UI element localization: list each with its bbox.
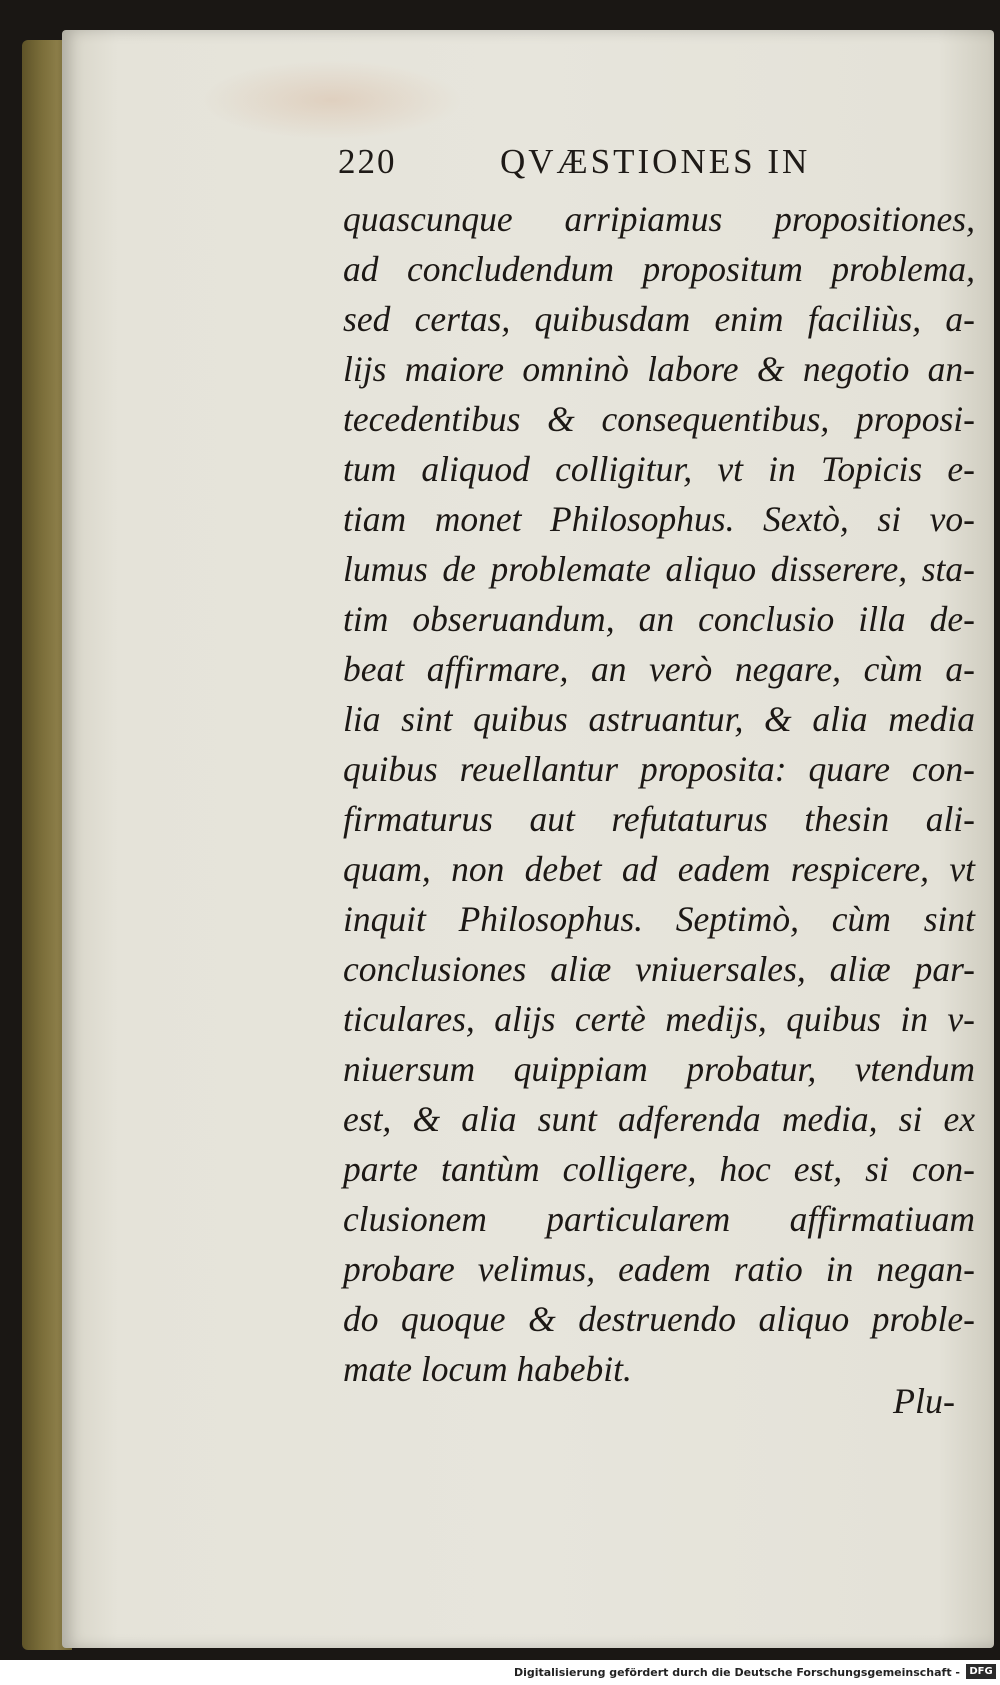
text-line: mate locum habebit. (343, 1349, 632, 1389)
text-line: inquit Philosophus. Septimò, cùm sint (343, 899, 975, 939)
text-line: lijs maiore omninò labore & negotio an- (343, 349, 975, 389)
text-line: tiam monet Philosophus. Sextò, si vo- (343, 499, 975, 539)
funding-credit: Digitalisierung gefördert durch die Deutsche Forschungsgemeinschaft - (513, 1666, 960, 1679)
text-line: quam, non debet ad eadem respicere, vt (343, 849, 975, 889)
page-header (338, 142, 978, 188)
dfg-logo: DFG (966, 1664, 996, 1679)
text-line: est, & alia sunt adferenda media, si ex (343, 1099, 975, 1139)
text-line: conclusiones aliæ vniuersales, aliæ par- (343, 949, 975, 989)
text-line: do quoque & destruendo aliquo proble- (343, 1299, 975, 1339)
digitization-footer (0, 1660, 1000, 1685)
text-line: lia sint quibus astruantur, & alia media (343, 699, 975, 739)
text-line: beat affirmare, an verò negare, cùm a- (343, 649, 975, 689)
text-line: sed certas, quibusdam enim faciliùs, a- (343, 299, 975, 339)
text-line: tim obseruandum, an conclusio illa de- (343, 599, 975, 639)
paper-stain (202, 60, 462, 140)
text-line: ad concludendum propositum problema, (343, 249, 975, 289)
text-line: quascunque arripiamus propositiones, (343, 199, 975, 239)
text-line: niuersum quippiam probatur, vtendum (343, 1049, 975, 1089)
page-number: 220 (338, 142, 397, 181)
text-line: quibus reuellantur proposita: quare con- (343, 749, 975, 789)
text-line: tecedentibus & consequentibus, proposi- (343, 399, 975, 439)
text-line: tum aliquod colligitur, vt in Topicis e- (343, 449, 975, 489)
catchword: Plu- (893, 1381, 955, 1421)
text-line: lumus de problemate aliquo disserere, sta- (343, 549, 975, 589)
text-line: clusionem particularem affirmatiuam (343, 1199, 975, 1239)
text-line: probare velimus, eadem ratio in negan- (343, 1249, 975, 1289)
running-title: QVÆSTIONES IN (500, 142, 811, 181)
body-text (343, 194, 975, 1394)
text-line: ticulares, alijs certè medijs, quibus in v- (343, 999, 975, 1039)
text-line: parte tantùm colligere, hoc est, si con- (343, 1149, 975, 1189)
text-line: firmaturus aut refutaturus thesin ali- (343, 799, 975, 839)
